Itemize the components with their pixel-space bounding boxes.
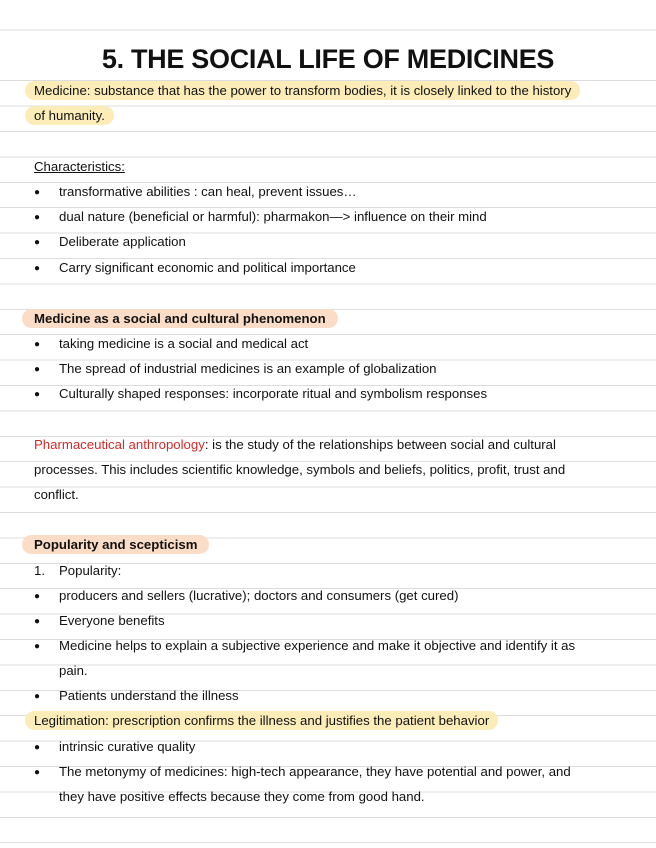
legitimation-line	[34, 708, 498, 733]
list-item-text: Carry significant economic and political importance	[59, 260, 356, 275]
anthropology-line-1	[34, 432, 556, 457]
list-item	[34, 179, 357, 205]
item-number: 1.	[34, 563, 45, 578]
bullet-icon: ●	[34, 263, 41, 274]
anthropology-definition: : is the study of the relationships between social and cultural	[204, 437, 556, 452]
legitimation-highlight: Legitimation: prescription confirms the illness and justifies the patient behavior	[25, 711, 498, 730]
list-item-text: The metonymy of medicines: high-tech appearance, they have potential and power, and	[59, 764, 571, 779]
popularity-heading-line	[34, 532, 209, 557]
list-item-continuation: they have positive effects because they come from good hand.	[59, 789, 425, 804]
bullet-icon: ●	[34, 742, 41, 753]
page-title: 5. THE SOCIAL LIFE OF MEDICINES	[0, 42, 656, 76]
list-item	[34, 331, 308, 357]
list-item-continuation: pain.	[59, 663, 88, 678]
list-item	[34, 583, 458, 609]
list-item	[34, 683, 239, 709]
bullet-icon: ●	[34, 212, 41, 223]
list-item	[34, 381, 487, 407]
bullet-icon: ●	[34, 187, 41, 198]
list-item-text: Deliberate application	[59, 234, 186, 249]
list-item-text: producers and sellers (lucrative); doctors and consumers (get cured)	[59, 588, 459, 603]
definition-line-2	[34, 103, 114, 128]
definition-highlight-1: Medicine: substance that has the power to transform bodies, it is closely linked to the history	[25, 81, 580, 100]
phenomenon-heading-line	[34, 306, 338, 331]
list-item-text: transformative abilities : can heal, prevent issues…	[59, 184, 357, 199]
list-item	[34, 734, 195, 760]
bullet-icon: ●	[34, 767, 41, 778]
list-item-text: dual nature (beneficial or harmful): pharmakon—> influence on their mind	[59, 209, 487, 224]
bullet-icon: ●	[34, 339, 41, 350]
list-item-text: The spread of industrial medicines is an example of globalization	[59, 361, 437, 376]
list-item-text: Medicine helps to explain a subjective experience and make it objective and identify it as	[59, 638, 576, 653]
list-item	[34, 204, 487, 230]
list-item	[34, 633, 575, 659]
anthropology-term: Pharmaceutical anthropology	[34, 437, 205, 452]
anthropology-line-2: processes. This includes scientific knowledge, symbols and beliefs, politics, profit, trust and	[34, 462, 566, 477]
bullet-icon: ●	[34, 616, 41, 627]
bullet-icon: ●	[34, 237, 41, 248]
phenomenon-heading: Medicine as a social and cultural phenomenon	[22, 309, 338, 328]
characteristics-heading: Characteristics:	[34, 159, 125, 174]
list-item	[34, 608, 165, 634]
numbered-item-text: Popularity:	[59, 563, 122, 578]
bullet-icon: ●	[34, 591, 41, 602]
list-item-text: Patients understand the illness	[59, 688, 239, 703]
bullet-icon: ●	[34, 364, 41, 375]
popularity-heading: Popularity and scepticism	[22, 535, 209, 554]
list-item	[34, 255, 356, 281]
anthropology-line-3: conflict.	[34, 487, 79, 502]
list-item	[34, 356, 437, 382]
numbered-item	[34, 558, 121, 583]
list-item-text: Everyone benefits	[59, 613, 165, 628]
list-item-text: intrinsic curative quality	[59, 739, 196, 754]
list-item-text: Culturally shaped responses: incorporate ritual and symbolism responses	[59, 386, 488, 401]
bullet-icon: ●	[34, 389, 41, 400]
bullet-icon: ●	[34, 641, 41, 652]
definition-highlight-2: of humanity.	[25, 106, 114, 125]
list-item-text: taking medicine is a social and medical act	[59, 336, 309, 351]
definition-line-1	[34, 78, 580, 103]
list-item	[34, 759, 571, 785]
list-item	[34, 229, 186, 255]
bullet-icon: ●	[34, 691, 41, 702]
